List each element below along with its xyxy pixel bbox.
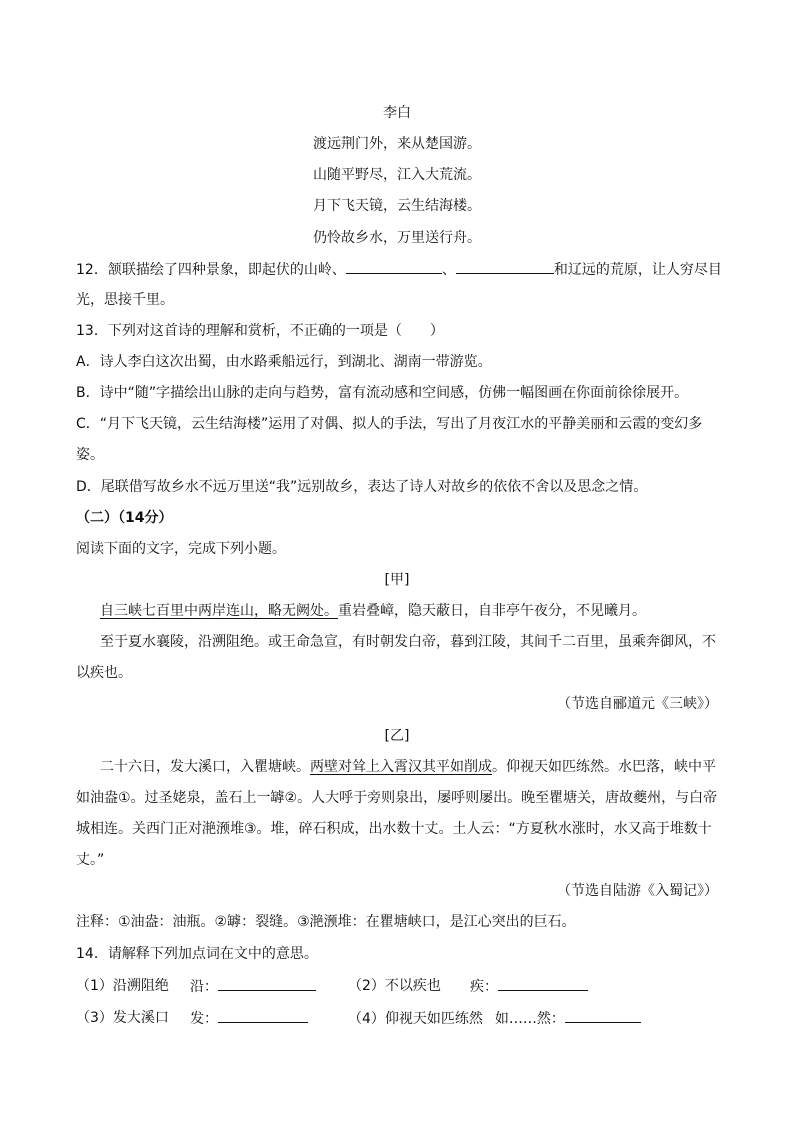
q13-option-c-continuation: 姿。 [76, 447, 104, 463]
passage-yi-line-2: 如油盎①。过圣姥泉，盖石上一罅②。人大呼于旁则泉出，屡呼则屡出。晚至瞿塘关，唐故夔州，与白帝 [76, 790, 718, 806]
passage-yi-line-3: 城相连。关西门正对滟滪堆③。堆，碎石积成，出水数十丈。土人云：“方夏秋水涨时，水又高于堆数十 [76, 821, 712, 837]
q12-continuation: 光，思接千里。 [76, 292, 174, 308]
yi-l1-b: 。仰视天如匹练然。水巴落，峡中平 [492, 759, 716, 775]
poem-author: 李白 [383, 105, 411, 121]
q12-text-1: 12．颔联描绘了四种景象，即起伏的山岭、 [76, 262, 346, 278]
poem-line-4: 仍怜故乡水，万里送行舟。 [313, 230, 481, 246]
q12-blank-2[interactable] [456, 259, 554, 274]
q13-option-b: B．诗中“随”字描绘出山脉的走向与趋势，富有流动感和空间感，仿佛一幅图画在你面前徐徐展开。 [76, 385, 689, 401]
q13-option-a: A．诗人李白这次出蜀，由水路乘船远行，到湖北、湖南一带游览。 [76, 354, 492, 370]
annotations: 注释：①油盎：油瓶。②罅：裂缝。③滟滪堆：在瞿塘峡口，是江心突出的巨石。 [76, 914, 576, 930]
poem-line-3: 月下飞天镜，云生结海楼。 [313, 198, 481, 214]
poem-line-1: 渡远荆门外，来从楚国游。 [313, 136, 481, 152]
passage-yi-label: [乙] [384, 728, 410, 744]
section-2-heading: （二）（14分） [76, 510, 173, 526]
q12-separator: 、 [441, 262, 456, 278]
q13-option-c: C．“月下飞天镜，云生结海楼”运用了对偶、拟人的手法，写出了月夜江水的平静美丽和云霞的变幻多 [76, 416, 703, 432]
section-2-instruction: 阅读下面的文字，完成下列小题。 [76, 541, 286, 557]
q14-item-2-answer [470, 976, 588, 997]
q14-item-2-key: 疾： [470, 979, 498, 995]
q14-item-4 [348, 1008, 641, 1029]
q14-blank-1[interactable] [218, 976, 316, 991]
passage-yi-line-1 [100, 757, 716, 777]
q12-text-2: 和辽远的荒原，让人穷尽目 [553, 262, 722, 278]
passage-yi-line-4: 丈。” [76, 852, 105, 868]
q14-item-3-key: 发： [190, 1011, 218, 1027]
q12-blank-1[interactable] [346, 259, 442, 274]
passage-jia-label: [甲] [384, 572, 410, 588]
passage-yi-source: （节选自陆游《入蜀记》） [557, 883, 718, 899]
q14-item-3-answer [190, 1008, 308, 1029]
passage-jia-paragraph-2: 至于夏水襄陵，沿溯阻绝。或王命急宣，有时朝发白帝，暮到江陵，其间千二百里，虽乘奔御风，不 [100, 634, 716, 650]
question-12 [76, 259, 722, 280]
q14-item-1: （1）沿溯阻绝 [76, 978, 169, 994]
q14-blank-2[interactable] [498, 976, 588, 991]
q14-item-1-key: 沿： [190, 979, 218, 995]
q14-blank-4[interactable] [565, 1008, 641, 1023]
jia-underlined-sentence: 自三峡七百里中两岸连山，略无阙处。 [100, 603, 338, 619]
yi-underlined-sentence: 两壁对耸上入霄汉其平如削成 [310, 759, 492, 775]
passage-jia-source: （节选自郦道元《三峡》） [557, 696, 718, 712]
q14-item-2: （2）不以疾也 [348, 978, 441, 994]
poem-line-2: 山随平野尽，江入大荒流。 [313, 167, 481, 183]
yi-l1-a: 二十六日，发大溪口，入瞿塘峡。 [100, 759, 310, 775]
passage-jia-paragraph-2-continuation: 以疾也。 [76, 665, 132, 681]
q14-item-4-key: 如……然： [494, 1011, 565, 1027]
q14-blank-3[interactable] [218, 1008, 308, 1023]
question-14-stem: 14．请解释下列加点词在文中的意思。 [76, 946, 318, 962]
jia-p1-rest: 重岩叠嶂，隐天蔽日，自非亭午夜分，不见曦月。 [338, 603, 646, 619]
q14-item-3: （3）发大溪口 [76, 1010, 169, 1026]
question-13-stem: 13．下列对这首诗的理解和赏析，不正确的一项是（ ） [76, 323, 444, 339]
q14-item-4-label: （4）仰视天如匹练然 [348, 1011, 483, 1027]
q14-item-1-answer [190, 976, 316, 997]
q13-option-d: D．尾联借写故乡水不远万里送“我”远别故乡，表达了诗人对故乡的依依不舍以及思念之情。 [76, 479, 648, 495]
passage-jia-paragraph-1 [100, 601, 646, 621]
